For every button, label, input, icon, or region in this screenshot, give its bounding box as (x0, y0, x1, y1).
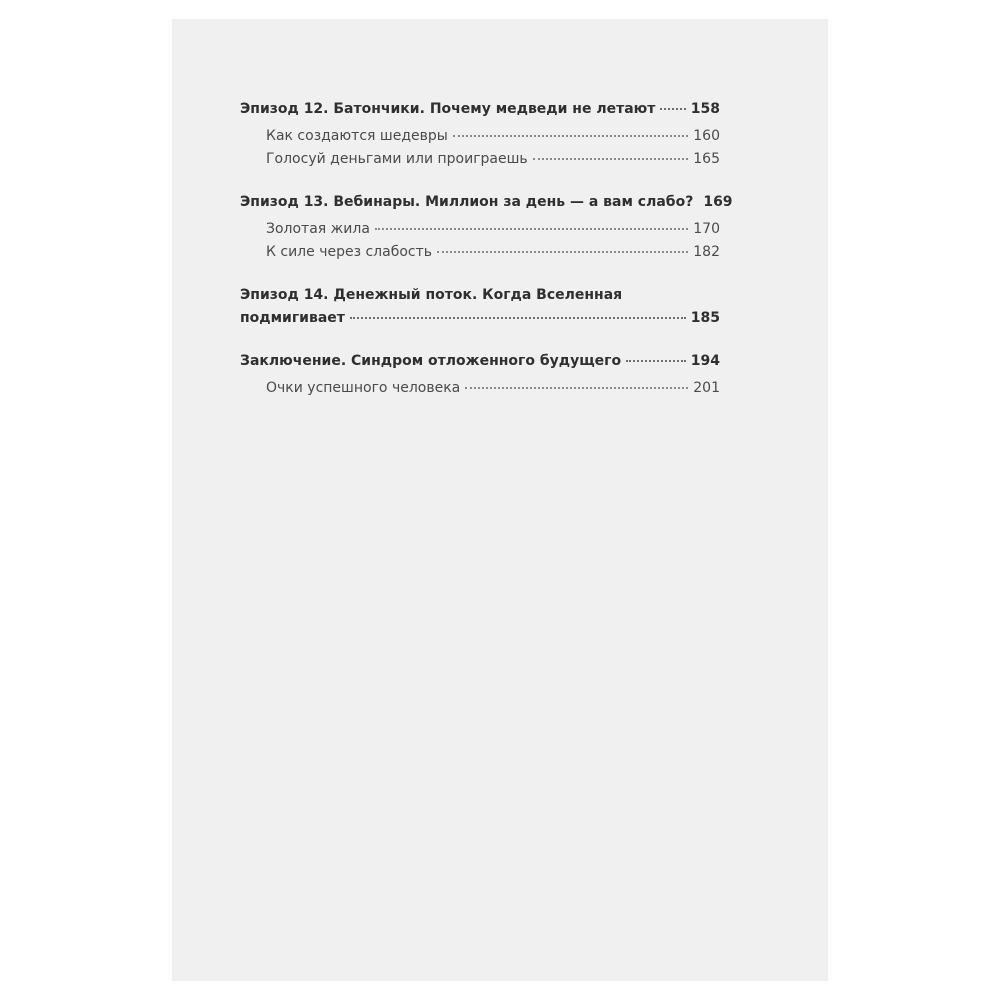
toc-subentry-title: Золотая жила (266, 221, 370, 237)
toc-entry-title: Эпизод 13. Вебинары. Миллион за день — а вам слабо? (240, 194, 694, 210)
toc-page-number: 201 (693, 380, 720, 396)
toc-entry-episode-13 (240, 192, 733, 213)
toc-page-number: 160 (693, 128, 720, 144)
toc-subentry (240, 242, 720, 263)
dot-leader (626, 359, 686, 362)
toc-page-number: 170 (693, 221, 720, 237)
toc-subentry (240, 219, 720, 240)
toc-entry-title: подмигивает (240, 310, 345, 326)
toc-subentry-title: К силе через слабость (266, 244, 433, 260)
toc-page-number: 182 (693, 244, 720, 260)
toc-page-number: 158 (690, 101, 720, 117)
table-of-contents (240, 99, 733, 399)
toc-subentry-title: Как создаются шедевры (266, 128, 448, 144)
toc-entry-episode-14-line1: Эпизод 14. Денежный поток. Когда Вселенная (240, 287, 623, 303)
toc-entry-title: Заключение. Синдром отложенного будущего (240, 353, 622, 369)
toc-page-number: 165 (693, 151, 720, 167)
toc-entry-conclusion (240, 351, 720, 372)
toc-subentry (240, 378, 720, 399)
toc-page-number: 194 (690, 353, 720, 369)
toc-entry-title: Эпизод 12. Батончики. Почему медведи не летают (240, 101, 656, 117)
toc-page-number: 169 (703, 194, 733, 210)
dot-leader (375, 227, 688, 230)
toc-subentry (240, 149, 720, 170)
dot-leader (350, 316, 686, 319)
toc-entry-episode-14 (240, 308, 720, 329)
dot-leader (533, 157, 689, 160)
dot-leader (437, 250, 688, 253)
dot-leader (465, 386, 688, 389)
book-page (172, 19, 828, 981)
toc-entry-episode-12 (240, 99, 720, 120)
toc-subentry-title: Очки успешного человека (266, 380, 461, 396)
dot-leader (660, 107, 685, 110)
dot-leader (453, 134, 688, 137)
toc-subentry (240, 126, 720, 147)
toc-subentry-title: Голосуй деньгами или проиграешь (266, 151, 528, 167)
toc-page-number: 185 (690, 310, 720, 326)
